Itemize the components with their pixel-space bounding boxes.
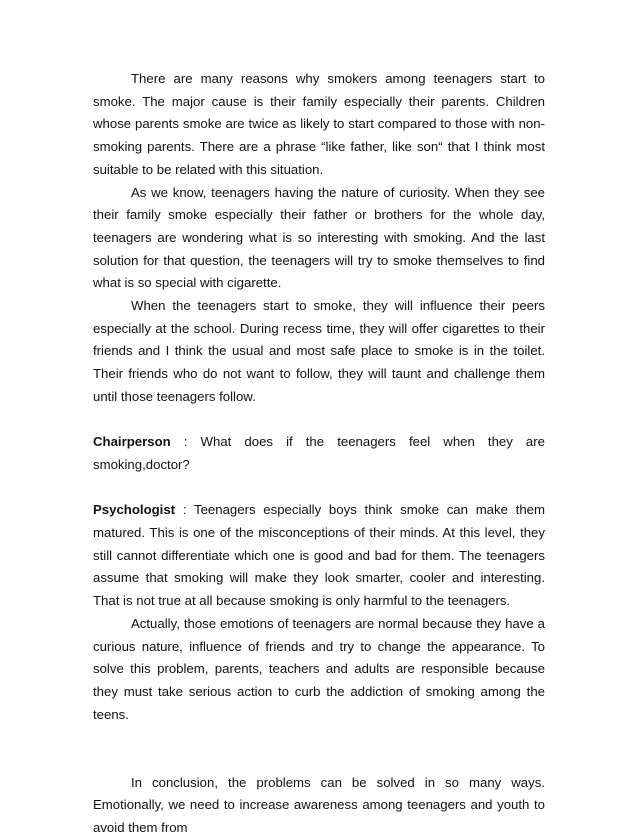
paragraph-peers: When the teenagers start to smoke, they will influence their peers especially at the school. During recess time, they will offer cigarettes to their friends and I think the usual and most safe place to smoke is in the toilet. Their friends who do not want to follow, they will taunt and challenge them until those teenagers follow.	[93, 298, 545, 404]
chairperson-text: : What does if the teenagers feel when they are smoking,doctor?	[93, 434, 545, 472]
paragraph-curiosity: As we know, teenagers having the nature of curiosity. When they see their family smoke especially their father or brothers for the whole day, teenagers are wondering what is so interesting with smoking. And the last solution for that question, the teenagers will try to smoke themselves to find what is so special with cigarette.	[93, 184, 545, 291]
chairperson-question	[93, 431, 545, 476]
paragraph-emotions: Actually, those emotions of teenagers are normal because they have a curious nature, influence of friends and try to change the appearance. To solve this problem, parents, teachers and adults are responsible because they must take serious action to curb the addiction of smoking among the teens.	[93, 615, 545, 722]
psychologist-text: : Teenagers especially boys think smoke can make them matured. This is one of the misconceptions of their minds. At this level, they still cannot differentiate which one is good and bad for them. The teenagers assume that smoking will make they look smarter, cooler and interesting. That is not true at all because smoking is only harmful to the teenagers.	[93, 502, 545, 609]
psychologist-answer	[93, 499, 545, 613]
speaker-psychologist: Psychologist	[93, 502, 176, 518]
document-page	[93, 68, 545, 840]
paragraph-reasons: There are many reasons why smokers among teenagers start to smoke. The major cause is their family especially their parents. Children whose parents smoke are twice as likely to start compared to those with non-smoking parents. There are a phrase “like father, like son“ that I think most suitable to be related with this situation.	[93, 71, 545, 177]
speaker-chairperson: Chairperson	[93, 434, 171, 450]
paragraph-conclusion: In conclusion, the problems can be solved in so many ways. Emotionally, we need to increase awareness among teenagers and youth to avoid them from	[93, 774, 545, 836]
